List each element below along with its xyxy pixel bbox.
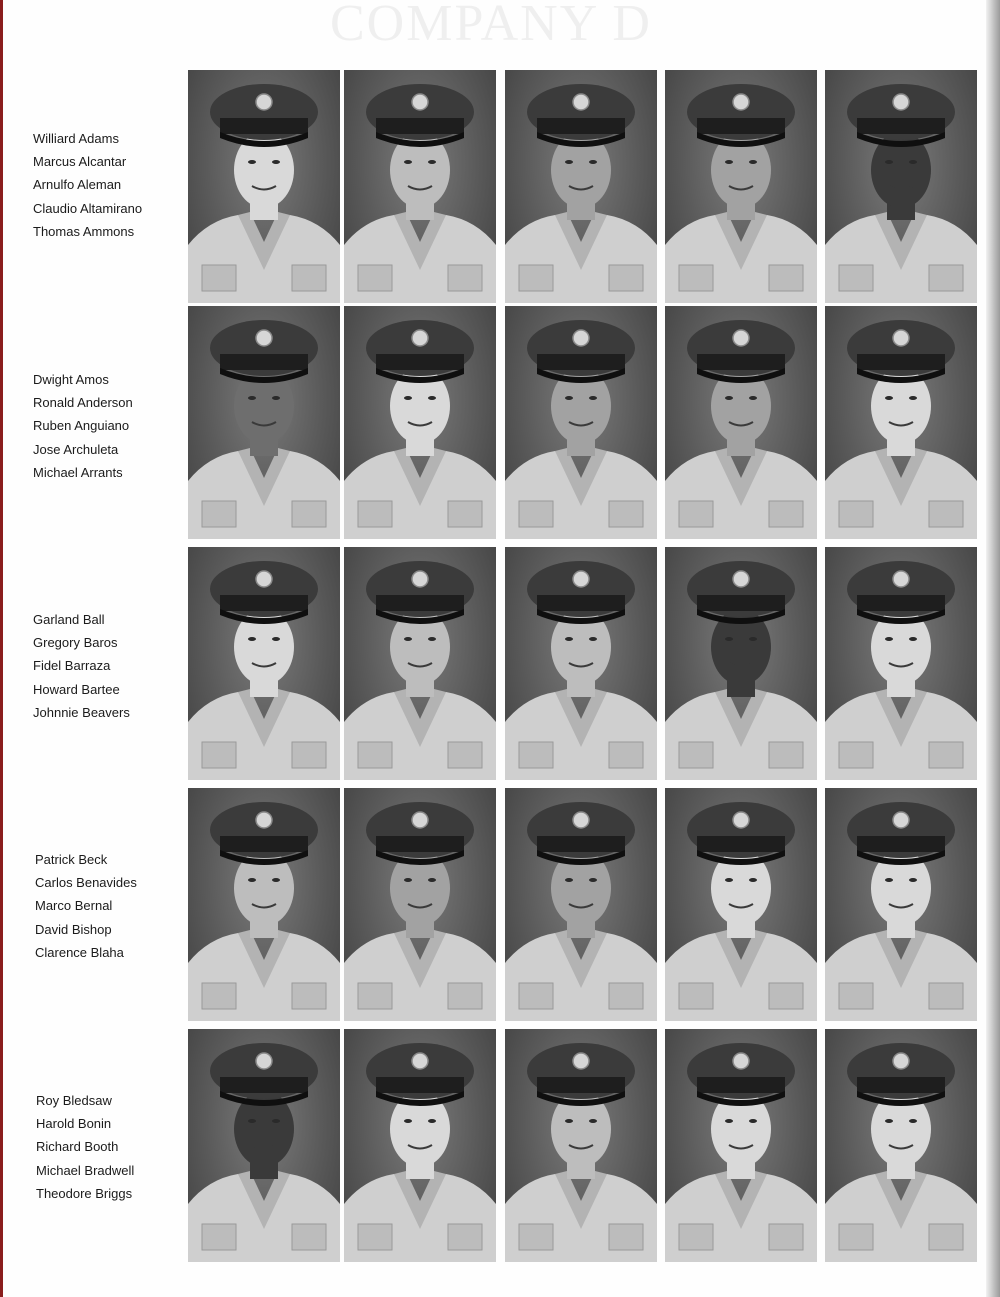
name-entry: Arnulfo Aleman (33, 177, 122, 193)
name-entry: Ronald Anderson (33, 395, 133, 411)
name-list-row-4 (35, 848, 137, 964)
name-entry: Marco Bernal (35, 898, 113, 914)
name-entry: Howard Bartee (33, 681, 120, 697)
name-list-row-2 (33, 368, 133, 484)
soldier-portrait (825, 70, 977, 303)
soldier-portrait (825, 306, 977, 539)
soldier-portrait (505, 70, 657, 303)
name-entry: David Bishop (35, 921, 112, 937)
name-entry: Michael Arrants (33, 464, 123, 480)
name-entry: Harold Bonin (36, 1116, 112, 1132)
name-entry: Carlos Benavides (35, 875, 137, 891)
soldier-portrait (665, 70, 817, 303)
name-entry: Theodore Briggs (36, 1185, 133, 1201)
soldier-portrait (505, 547, 657, 780)
soldier-portrait (344, 70, 496, 303)
soldier-portrait (665, 788, 817, 1021)
soldier-portrait (188, 306, 340, 539)
page-binding-edge (0, 0, 3, 1297)
name-entry: Garland Ball (33, 612, 105, 627)
name-entry: Marcus Alcantar (33, 154, 127, 170)
name-entry: Williard Adams (33, 131, 119, 146)
page-title: COMPANY D (330, 0, 652, 52)
name-list-row-1 (33, 127, 142, 243)
name-entry: Fidel Barraza (33, 658, 111, 674)
name-entry: Jose Archuleta (33, 441, 119, 457)
soldier-portrait (188, 547, 340, 780)
soldier-portrait (188, 70, 340, 303)
soldier-portrait (825, 788, 977, 1021)
soldier-portrait (825, 547, 977, 780)
name-list-row-5 (36, 1089, 134, 1205)
soldier-portrait (505, 1029, 657, 1262)
name-entry: Patrick Beck (35, 852, 108, 867)
name-entry: Dwight Amos (33, 372, 109, 387)
soldier-portrait (665, 1029, 817, 1262)
soldier-portrait (665, 306, 817, 539)
name-entry: Michael Bradwell (36, 1162, 135, 1178)
soldier-portrait (344, 1029, 496, 1262)
name-entry: Johnnie Beavers (33, 704, 130, 720)
name-entry: Clarence Blaha (35, 944, 124, 960)
name-entry: Roy Bledsaw (36, 1093, 112, 1108)
soldier-portrait (344, 306, 496, 539)
soldier-portrait (344, 547, 496, 780)
name-entry: Gregory Baros (33, 635, 118, 651)
soldier-portrait (505, 788, 657, 1021)
soldier-portrait (188, 788, 340, 1021)
name-entry: Claudio Altamirano (33, 200, 143, 216)
soldier-portrait (825, 1029, 977, 1262)
soldier-portrait (344, 788, 496, 1021)
soldier-portrait (665, 547, 817, 780)
name-entry: Thomas Ammons (33, 223, 135, 239)
page-curl-edge (986, 0, 1000, 1297)
name-entry: Ruben Anguiano (33, 418, 130, 434)
name-entry: Richard Booth (36, 1139, 119, 1155)
soldier-portrait (188, 1029, 340, 1262)
soldier-portrait (505, 306, 657, 539)
name-list-row-3 (33, 608, 130, 724)
